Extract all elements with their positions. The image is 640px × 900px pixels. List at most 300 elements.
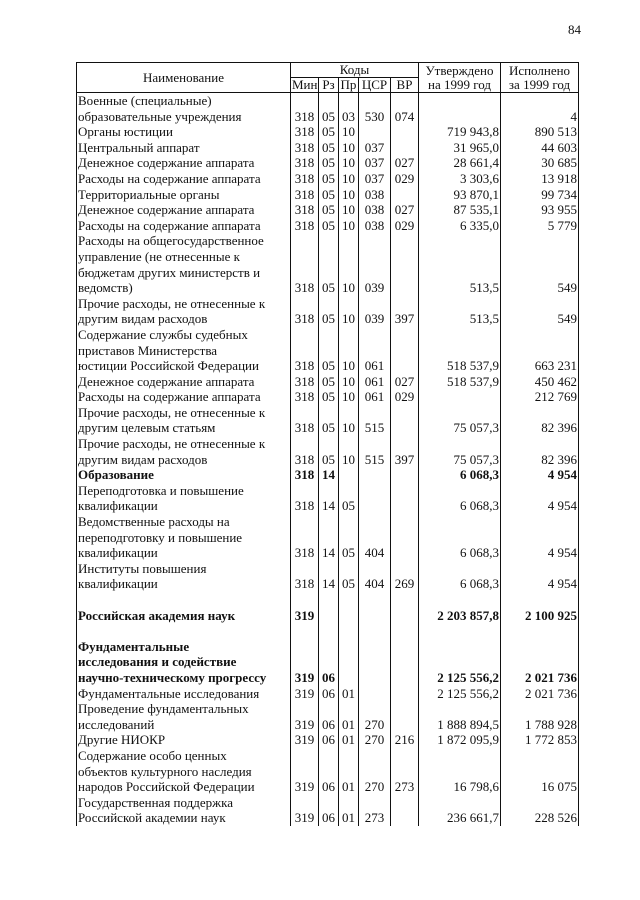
executed-value: 5 779 xyxy=(501,218,579,234)
approved-value xyxy=(419,343,501,359)
row-name: другим видам расходов xyxy=(77,452,291,468)
code-pr: 01 xyxy=(339,732,359,748)
header-executed: Исполнено за 1999 год xyxy=(501,63,579,93)
table-row xyxy=(77,779,579,795)
code-rz xyxy=(319,296,339,312)
executed-value xyxy=(501,639,579,655)
code-csr: 270 xyxy=(359,732,391,748)
approved-value xyxy=(419,233,501,249)
code-pr xyxy=(339,233,359,249)
code-min: 318 xyxy=(291,374,319,390)
code-pr xyxy=(339,405,359,421)
row-name: Органы юстиции xyxy=(77,124,291,140)
row-name: бюджетам других министерств и xyxy=(77,265,291,281)
code-csr xyxy=(359,670,391,686)
approved-value xyxy=(419,530,501,546)
table-row xyxy=(77,202,579,218)
code-pr xyxy=(339,795,359,811)
code-min: 318 xyxy=(291,202,319,218)
code-min xyxy=(291,265,319,281)
code-vr xyxy=(391,358,419,374)
code-vr xyxy=(391,93,419,109)
table-row xyxy=(77,530,579,546)
executed-value xyxy=(501,249,579,265)
approved-value: 2 203 857,8 xyxy=(419,608,501,624)
row-name: Расходы на содержание аппарата xyxy=(77,171,291,187)
executed-value: 4 954 xyxy=(501,545,579,561)
code-vr xyxy=(391,686,419,702)
code-rz: 14 xyxy=(319,545,339,561)
code-rz: 05 xyxy=(319,452,339,468)
code-min: 318 xyxy=(291,576,319,592)
code-csr xyxy=(359,530,391,546)
approved-value: 1 872 095,9 xyxy=(419,732,501,748)
table-row xyxy=(77,311,579,327)
code-pr: 05 xyxy=(339,545,359,561)
approved-value: 236 661,7 xyxy=(419,810,501,826)
code-min xyxy=(291,93,319,109)
executed-value xyxy=(501,701,579,717)
executed-value xyxy=(501,561,579,577)
code-vr xyxy=(391,483,419,499)
table-row xyxy=(77,623,579,639)
code-rz: 05 xyxy=(319,218,339,234)
code-csr xyxy=(359,265,391,281)
executed-value xyxy=(501,748,579,764)
code-min xyxy=(291,405,319,421)
row-name: Содержание особо ценных xyxy=(77,748,291,764)
code-rz xyxy=(319,701,339,717)
code-csr xyxy=(359,795,391,811)
code-pr xyxy=(339,467,359,483)
spacer-cell xyxy=(359,623,391,639)
code-rz xyxy=(319,249,339,265)
code-rz xyxy=(319,327,339,343)
code-vr xyxy=(391,608,419,624)
spacer-cell xyxy=(77,592,291,608)
row-name: Центральный аппарат xyxy=(77,140,291,156)
executed-value: 2 021 736 xyxy=(501,686,579,702)
row-name: Содержание службы судебных xyxy=(77,327,291,343)
code-vr xyxy=(391,280,419,296)
row-name: научно-техническому прогрессу xyxy=(77,670,291,686)
code-vr xyxy=(391,327,419,343)
approved-value xyxy=(419,654,501,670)
code-rz: 06 xyxy=(319,686,339,702)
code-min xyxy=(291,483,319,499)
approved-value: 1 888 894,5 xyxy=(419,717,501,733)
code-min: 318 xyxy=(291,155,319,171)
code-vr xyxy=(391,343,419,359)
code-pr xyxy=(339,343,359,359)
code-rz: 05 xyxy=(319,124,339,140)
row-name: исследования и содействие xyxy=(77,654,291,670)
executed-value: 1 772 853 xyxy=(501,732,579,748)
code-vr: 074 xyxy=(391,109,419,125)
table-row xyxy=(77,358,579,374)
approved-value xyxy=(419,109,501,125)
code-csr: 515 xyxy=(359,452,391,468)
approved-value: 2 125 556,2 xyxy=(419,686,501,702)
executed-value: 212 769 xyxy=(501,389,579,405)
row-name: Прочие расходы, не отнесенные к xyxy=(77,436,291,452)
code-csr xyxy=(359,748,391,764)
code-csr: 530 xyxy=(359,109,391,125)
table-row xyxy=(77,514,579,530)
code-min: 318 xyxy=(291,171,319,187)
code-rz: 05 xyxy=(319,280,339,296)
executed-value: 30 685 xyxy=(501,155,579,171)
table-row xyxy=(77,452,579,468)
code-pr: 01 xyxy=(339,779,359,795)
code-vr: 269 xyxy=(391,576,419,592)
approved-value: 3 303,6 xyxy=(419,171,501,187)
table-row xyxy=(77,467,579,483)
table-row xyxy=(77,483,579,499)
code-pr: 10 xyxy=(339,218,359,234)
code-min xyxy=(291,233,319,249)
code-csr xyxy=(359,327,391,343)
code-pr: 10 xyxy=(339,124,359,140)
executed-value xyxy=(501,436,579,452)
executed-value xyxy=(501,93,579,109)
spacer-cell xyxy=(391,592,419,608)
table-row xyxy=(77,576,579,592)
approved-value xyxy=(419,405,501,421)
code-pr: 10 xyxy=(339,155,359,171)
spacer-cell xyxy=(291,623,319,639)
row-name: Прочие расходы, не отнесенные к xyxy=(77,296,291,312)
approved-value: 93 870,1 xyxy=(419,187,501,203)
executed-value: 82 396 xyxy=(501,420,579,436)
code-min: 318 xyxy=(291,280,319,296)
executed-value xyxy=(501,343,579,359)
executed-value xyxy=(501,530,579,546)
approved-value: 31 965,0 xyxy=(419,140,501,156)
row-name: управление (не отнесенные к xyxy=(77,249,291,265)
executed-value: 82 396 xyxy=(501,452,579,468)
code-rz xyxy=(319,561,339,577)
code-csr xyxy=(359,436,391,452)
table-row xyxy=(77,670,579,686)
code-csr xyxy=(359,296,391,312)
approved-value xyxy=(419,748,501,764)
code-min: 318 xyxy=(291,467,319,483)
row-name: юстиции Российской Федерации xyxy=(77,358,291,374)
approved-value: 6 068,3 xyxy=(419,467,501,483)
code-min xyxy=(291,327,319,343)
row-name: приставов Министерства xyxy=(77,343,291,359)
approved-value: 16 798,6 xyxy=(419,779,501,795)
code-csr: 270 xyxy=(359,717,391,733)
code-vr xyxy=(391,420,419,436)
table-row xyxy=(77,249,579,265)
spacer-cell xyxy=(77,623,291,639)
code-min xyxy=(291,296,319,312)
code-csr xyxy=(359,405,391,421)
code-rz xyxy=(319,795,339,811)
code-min xyxy=(291,561,319,577)
code-csr xyxy=(359,343,391,359)
code-csr: 038 xyxy=(359,218,391,234)
code-rz: 05 xyxy=(319,358,339,374)
code-csr: 404 xyxy=(359,576,391,592)
table-row xyxy=(77,155,579,171)
row-name: Государственная поддержка xyxy=(77,795,291,811)
row-name: квалификации xyxy=(77,576,291,592)
code-pr: 10 xyxy=(339,171,359,187)
code-min xyxy=(291,748,319,764)
code-csr xyxy=(359,467,391,483)
code-vr xyxy=(391,561,419,577)
approved-value: 6 068,3 xyxy=(419,576,501,592)
approved-value: 2 125 556,2 xyxy=(419,670,501,686)
code-vr: 216 xyxy=(391,732,419,748)
header-codes: Коды xyxy=(291,63,419,78)
header-min: Мин xyxy=(292,77,318,92)
approved-value xyxy=(419,483,501,499)
code-min: 319 xyxy=(291,686,319,702)
executed-value xyxy=(501,233,579,249)
executed-value: 450 462 xyxy=(501,374,579,390)
code-min: 318 xyxy=(291,358,319,374)
row-name: Денежное содержание аппарата xyxy=(77,374,291,390)
approved-value xyxy=(419,764,501,780)
code-rz: 14 xyxy=(319,576,339,592)
row-name: другим целевым статьям xyxy=(77,420,291,436)
executed-value: 4 954 xyxy=(501,467,579,483)
code-rz xyxy=(319,639,339,655)
code-vr: 273 xyxy=(391,779,419,795)
table-row xyxy=(77,608,579,624)
executed-value: 663 231 xyxy=(501,358,579,374)
approved-value: 513,5 xyxy=(419,280,501,296)
code-rz: 06 xyxy=(319,717,339,733)
code-csr: 404 xyxy=(359,545,391,561)
code-pr: 10 xyxy=(339,280,359,296)
row-name: Переподготовка и повышение xyxy=(77,483,291,499)
row-name: Территориальные органы xyxy=(77,187,291,203)
row-name: Ведомственные расходы на xyxy=(77,514,291,530)
row-name: другим видам расходов xyxy=(77,311,291,327)
executed-value xyxy=(501,654,579,670)
code-rz: 06 xyxy=(319,670,339,686)
code-pr xyxy=(339,93,359,109)
table-row xyxy=(77,748,579,764)
table-row xyxy=(77,717,579,733)
code-vr xyxy=(391,436,419,452)
code-vr xyxy=(391,498,419,514)
executed-value: 44 603 xyxy=(501,140,579,156)
table-row xyxy=(77,93,579,109)
page-number: 84 xyxy=(568,22,581,37)
code-vr xyxy=(391,265,419,281)
row-name: Прочие расходы, не отнесенные к xyxy=(77,405,291,421)
table-row xyxy=(77,561,579,577)
code-min: 319 xyxy=(291,732,319,748)
table-row xyxy=(77,218,579,234)
code-pr: 10 xyxy=(339,374,359,390)
spacer-cell xyxy=(419,592,501,608)
code-min: 319 xyxy=(291,810,319,826)
code-rz: 05 xyxy=(319,171,339,187)
spacer-cell xyxy=(359,592,391,608)
code-rz xyxy=(319,343,339,359)
code-pr xyxy=(339,701,359,717)
approved-value: 75 057,3 xyxy=(419,420,501,436)
executed-value: 549 xyxy=(501,311,579,327)
code-min xyxy=(291,795,319,811)
code-pr: 10 xyxy=(339,420,359,436)
row-name: народов Российской Федерации xyxy=(77,779,291,795)
code-csr: 270 xyxy=(359,779,391,795)
spacer-cell xyxy=(501,592,579,608)
code-csr xyxy=(359,93,391,109)
spacer-cell xyxy=(339,623,359,639)
code-vr: 029 xyxy=(391,389,419,405)
approved-value xyxy=(419,93,501,109)
executed-value xyxy=(501,405,579,421)
code-rz: 06 xyxy=(319,732,339,748)
code-vr xyxy=(391,654,419,670)
code-min: 318 xyxy=(291,452,319,468)
spacer-cell xyxy=(501,623,579,639)
table-row xyxy=(77,686,579,702)
table-row xyxy=(77,187,579,203)
executed-value: 93 955 xyxy=(501,202,579,218)
code-min: 318 xyxy=(291,109,319,125)
executed-value: 549 xyxy=(501,280,579,296)
table-row xyxy=(77,420,579,436)
approved-value: 6 068,3 xyxy=(419,498,501,514)
code-csr: 061 xyxy=(359,374,391,390)
code-csr: 039 xyxy=(359,280,391,296)
executed-value: 4 954 xyxy=(501,498,579,514)
code-vr xyxy=(391,545,419,561)
code-pr xyxy=(339,748,359,764)
code-pr xyxy=(339,265,359,281)
executed-value xyxy=(501,296,579,312)
code-min: 318 xyxy=(291,218,319,234)
code-min: 319 xyxy=(291,779,319,795)
row-name: Российская академия наук xyxy=(77,608,291,624)
row-name: Расходы на содержание аппарата xyxy=(77,218,291,234)
code-csr xyxy=(359,654,391,670)
executed-value: 890 513 xyxy=(501,124,579,140)
code-csr: 037 xyxy=(359,140,391,156)
code-pr: 01 xyxy=(339,717,359,733)
code-pr xyxy=(339,483,359,499)
code-rz xyxy=(319,233,339,249)
code-csr xyxy=(359,514,391,530)
code-pr xyxy=(339,327,359,343)
approved-value xyxy=(419,561,501,577)
row-name: Денежное содержание аппарата xyxy=(77,155,291,171)
code-csr: 037 xyxy=(359,155,391,171)
code-vr xyxy=(391,187,419,203)
row-name: Другие НИОКР xyxy=(77,732,291,748)
table-row xyxy=(77,810,579,826)
table-row xyxy=(77,140,579,156)
approved-value: 87 535,1 xyxy=(419,202,501,218)
code-pr: 05 xyxy=(339,498,359,514)
row-name: образовательные учреждения xyxy=(77,109,291,125)
code-min xyxy=(291,436,319,452)
row-name: Образование xyxy=(77,467,291,483)
spacer-cell xyxy=(391,623,419,639)
code-min: 318 xyxy=(291,420,319,436)
approved-value xyxy=(419,436,501,452)
code-csr xyxy=(359,764,391,780)
table-row xyxy=(77,639,579,655)
code-min: 318 xyxy=(291,545,319,561)
code-rz: 05 xyxy=(319,374,339,390)
approved-value: 6 335,0 xyxy=(419,218,501,234)
code-csr: 515 xyxy=(359,420,391,436)
executed-value xyxy=(501,795,579,811)
code-min: 319 xyxy=(291,670,319,686)
code-vr xyxy=(391,795,419,811)
code-vr xyxy=(391,530,419,546)
code-rz: 05 xyxy=(319,187,339,203)
code-vr: 029 xyxy=(391,218,419,234)
code-csr: 038 xyxy=(359,202,391,218)
code-min: 319 xyxy=(291,717,319,733)
table-row xyxy=(77,436,579,452)
code-rz: 05 xyxy=(319,140,339,156)
code-vr: 027 xyxy=(391,202,419,218)
code-rz xyxy=(319,436,339,452)
code-vr xyxy=(391,514,419,530)
code-pr: 10 xyxy=(339,311,359,327)
code-rz xyxy=(319,764,339,780)
code-pr xyxy=(339,608,359,624)
code-min: 318 xyxy=(291,311,319,327)
code-vr: 397 xyxy=(391,452,419,468)
approved-value xyxy=(419,296,501,312)
code-rz xyxy=(319,530,339,546)
code-min xyxy=(291,530,319,546)
code-csr xyxy=(359,686,391,702)
executed-value xyxy=(501,514,579,530)
header-approved: Утверждено на 1999 год xyxy=(419,63,501,93)
approved-value xyxy=(419,795,501,811)
code-csr xyxy=(359,639,391,655)
executed-value: 2 021 736 xyxy=(501,670,579,686)
code-csr: 273 xyxy=(359,810,391,826)
approved-value: 518 537,9 xyxy=(419,358,501,374)
code-vr xyxy=(391,670,419,686)
row-name: исследований xyxy=(77,717,291,733)
header-csr: ЦСР xyxy=(359,78,391,93)
code-vr xyxy=(391,233,419,249)
row-name: Расходы на общегосударственное xyxy=(77,233,291,249)
table-row xyxy=(77,701,579,717)
code-rz: 05 xyxy=(319,420,339,436)
code-rz: 14 xyxy=(319,467,339,483)
code-csr xyxy=(359,701,391,717)
code-vr xyxy=(391,717,419,733)
code-pr: 01 xyxy=(339,810,359,826)
code-pr xyxy=(339,296,359,312)
code-pr xyxy=(339,436,359,452)
executed-value xyxy=(501,265,579,281)
code-csr xyxy=(359,249,391,265)
code-min xyxy=(291,249,319,265)
header-rz: Рз xyxy=(319,78,339,93)
spacer-cell xyxy=(419,623,501,639)
code-pr xyxy=(339,530,359,546)
